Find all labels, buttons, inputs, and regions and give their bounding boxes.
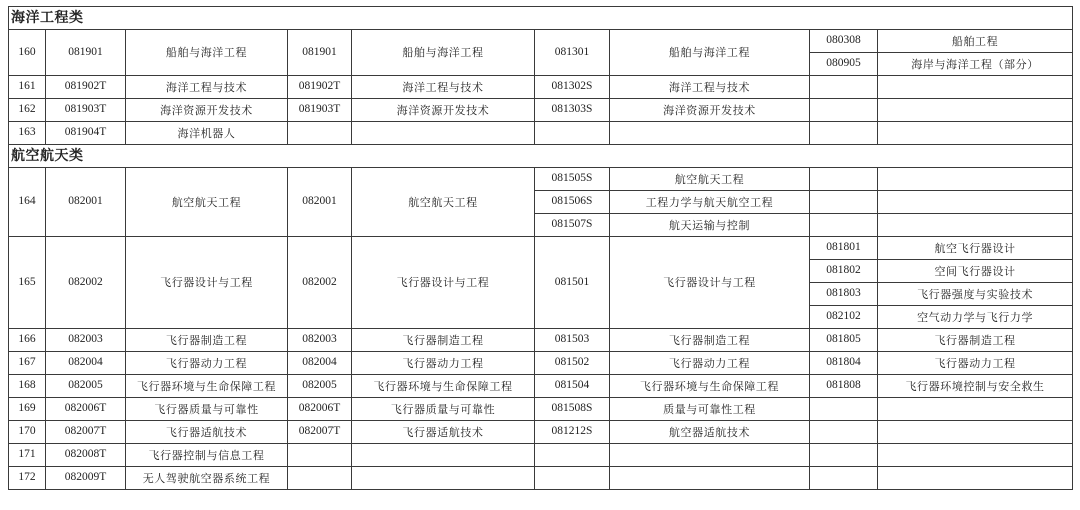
- prev-code: 081508S: [535, 398, 610, 421]
- empty-cell: [610, 122, 810, 145]
- row-number: 170: [9, 421, 46, 444]
- prev-name: 飞行器环境与生命保障工程: [610, 375, 810, 398]
- old-code: 081902T: [288, 76, 352, 99]
- row-number: 165: [9, 237, 46, 329]
- empty-cell: [810, 467, 878, 490]
- prev-name: 航空器适航技术: [610, 421, 810, 444]
- prev-name: 飞行器设计与工程: [610, 237, 810, 329]
- sub-name: 航空飞行器设计: [878, 237, 1073, 260]
- major-name: 飞行器制造工程: [126, 329, 288, 352]
- prev-code: 081503: [535, 329, 610, 352]
- sub-code: 080308: [810, 30, 878, 53]
- major-code: 082009T: [46, 467, 126, 490]
- sub-code: 081805: [810, 329, 878, 352]
- major-code: 082007T: [46, 421, 126, 444]
- major-code: 082008T: [46, 444, 126, 467]
- empty-cell: [878, 99, 1073, 122]
- sub-code: 081801: [810, 237, 878, 260]
- major-name: 飞行器适航技术: [126, 421, 288, 444]
- row-number: 168: [9, 375, 46, 398]
- major-code: 081903T: [46, 99, 126, 122]
- table-row: [9, 237, 1073, 260]
- major-code: 082004: [46, 352, 126, 375]
- major-code: 082005: [46, 375, 126, 398]
- table-row: [9, 467, 1073, 490]
- sub-name: 空间飞行器设计: [878, 260, 1073, 283]
- old-code: 082007T: [288, 421, 352, 444]
- row-number: 160: [9, 30, 46, 76]
- sub-name: 飞行器强度与实验技术: [878, 283, 1073, 306]
- old-code: 082004: [288, 352, 352, 375]
- prev-name: 船舶与海洋工程: [610, 30, 810, 76]
- sub-code: 081808: [810, 375, 878, 398]
- major-code: 082002: [46, 237, 126, 329]
- prev-name: 飞行器制造工程: [610, 329, 810, 352]
- sub-name: 海岸与海洋工程（部分）: [878, 53, 1073, 76]
- major-name: 海洋工程与技术: [126, 76, 288, 99]
- prev-code: 081504: [535, 375, 610, 398]
- empty-cell: [810, 122, 878, 145]
- major-name: 飞行器质量与可靠性: [126, 398, 288, 421]
- prev-code: 081506S: [535, 191, 610, 214]
- prev-code: 081303S: [535, 99, 610, 122]
- major-code: 081902T: [46, 76, 126, 99]
- prev-name: 海洋资源开发技术: [610, 99, 810, 122]
- empty-cell: [810, 214, 878, 237]
- major-catalog-sheet: [8, 6, 1072, 500]
- old-code: 081901: [288, 30, 352, 76]
- table-row: [9, 30, 1073, 53]
- row-number: 169: [9, 398, 46, 421]
- major-name: 无人驾驶航空器系统工程: [126, 467, 288, 490]
- empty-cell: [535, 444, 610, 467]
- prev-name: 航天运输与控制: [610, 214, 810, 237]
- prev-name: 航空航天工程: [610, 168, 810, 191]
- major-name: 航空航天工程: [126, 168, 288, 237]
- sub-code: 080905: [810, 53, 878, 76]
- empty-cell: [878, 421, 1073, 444]
- table-row: [9, 76, 1073, 99]
- empty-cell: [535, 467, 610, 490]
- row-number: 162: [9, 99, 46, 122]
- row-number: 164: [9, 168, 46, 237]
- prev-code: 081501: [535, 237, 610, 329]
- empty-cell: [810, 421, 878, 444]
- empty-cell: [810, 398, 878, 421]
- prev-code: 081302S: [535, 76, 610, 99]
- section-title-aero: 航空航天类: [9, 145, 1073, 168]
- table-row: [9, 352, 1073, 375]
- prev-code: 081301: [535, 30, 610, 76]
- empty-cell: [352, 122, 535, 145]
- table-row: [9, 122, 1073, 145]
- empty-cell: [878, 168, 1073, 191]
- old-name: 航空航天工程: [352, 168, 535, 237]
- prev-code: 081505S: [535, 168, 610, 191]
- empty-cell: [810, 99, 878, 122]
- row-number: 171: [9, 444, 46, 467]
- empty-cell: [810, 191, 878, 214]
- old-name: 飞行器环境与生命保障工程: [352, 375, 535, 398]
- prev-name: 工程力学与航天航空工程: [610, 191, 810, 214]
- empty-cell: [878, 467, 1073, 490]
- old-name: 飞行器制造工程: [352, 329, 535, 352]
- empty-cell: [878, 214, 1073, 237]
- sub-name: 飞行器制造工程: [878, 329, 1073, 352]
- empty-cell: [288, 467, 352, 490]
- prev-name: 飞行器动力工程: [610, 352, 810, 375]
- empty-cell: [535, 122, 610, 145]
- empty-cell: [810, 76, 878, 99]
- empty-cell: [878, 398, 1073, 421]
- empty-cell: [288, 444, 352, 467]
- empty-cell: [352, 467, 535, 490]
- prev-name: 质量与可靠性工程: [610, 398, 810, 421]
- empty-cell: [352, 444, 535, 467]
- empty-cell: [878, 444, 1073, 467]
- major-name: 海洋资源开发技术: [126, 99, 288, 122]
- sub-code: 081803: [810, 283, 878, 306]
- sub-name: 空气动力学与飞行力学: [878, 306, 1073, 329]
- empty-cell: [288, 122, 352, 145]
- section-title-ocean: 海洋工程类: [9, 7, 1073, 30]
- major-code: 081901: [46, 30, 126, 76]
- row-number: 161: [9, 76, 46, 99]
- old-code: 082002: [288, 237, 352, 329]
- major-name: 飞行器设计与工程: [126, 237, 288, 329]
- major-code: 082006T: [46, 398, 126, 421]
- empty-cell: [878, 122, 1073, 145]
- old-code: 082006T: [288, 398, 352, 421]
- empty-cell: [878, 191, 1073, 214]
- sub-code: 081804: [810, 352, 878, 375]
- major-catalog-table: [8, 6, 1073, 490]
- row-number: 166: [9, 329, 46, 352]
- major-code: 081904T: [46, 122, 126, 145]
- section-header-row: [9, 145, 1073, 168]
- table-row: [9, 99, 1073, 122]
- old-code: 082005: [288, 375, 352, 398]
- major-name: 飞行器环境与生命保障工程: [126, 375, 288, 398]
- prev-code: 081507S: [535, 214, 610, 237]
- major-name: 海洋机器人: [126, 122, 288, 145]
- table-row: [9, 168, 1073, 191]
- old-code: 081903T: [288, 99, 352, 122]
- major-name: 船舶与海洋工程: [126, 30, 288, 76]
- sub-name: 飞行器动力工程: [878, 352, 1073, 375]
- prev-code: 081502: [535, 352, 610, 375]
- table-row: [9, 398, 1073, 421]
- sub-name: 船舶工程: [878, 30, 1073, 53]
- sub-code: 081802: [810, 260, 878, 283]
- row-number: 172: [9, 467, 46, 490]
- old-name: 飞行器动力工程: [352, 352, 535, 375]
- table-row: [9, 375, 1073, 398]
- old-name: 海洋资源开发技术: [352, 99, 535, 122]
- table-row: [9, 421, 1073, 444]
- major-code: 082001: [46, 168, 126, 237]
- row-number: 163: [9, 122, 46, 145]
- table-row: [9, 444, 1073, 467]
- section-header-row: [9, 7, 1073, 30]
- old-name: 飞行器适航技术: [352, 421, 535, 444]
- major-code: 082003: [46, 329, 126, 352]
- major-name: 飞行器动力工程: [126, 352, 288, 375]
- old-code: 082003: [288, 329, 352, 352]
- empty-cell: [810, 168, 878, 191]
- sub-code: 082102: [810, 306, 878, 329]
- old-name: 船舶与海洋工程: [352, 30, 535, 76]
- old-name: 飞行器质量与可靠性: [352, 398, 535, 421]
- empty-cell: [610, 444, 810, 467]
- empty-cell: [878, 76, 1073, 99]
- old-name: 飞行器设计与工程: [352, 237, 535, 329]
- prev-code: 081212S: [535, 421, 610, 444]
- old-name: 海洋工程与技术: [352, 76, 535, 99]
- prev-name: 海洋工程与技术: [610, 76, 810, 99]
- empty-cell: [610, 467, 810, 490]
- old-code: 082001: [288, 168, 352, 237]
- major-name: 飞行器控制与信息工程: [126, 444, 288, 467]
- empty-cell: [810, 444, 878, 467]
- table-row: [9, 329, 1073, 352]
- sub-name: 飞行器环境控制与安全救生: [878, 375, 1073, 398]
- row-number: 167: [9, 352, 46, 375]
